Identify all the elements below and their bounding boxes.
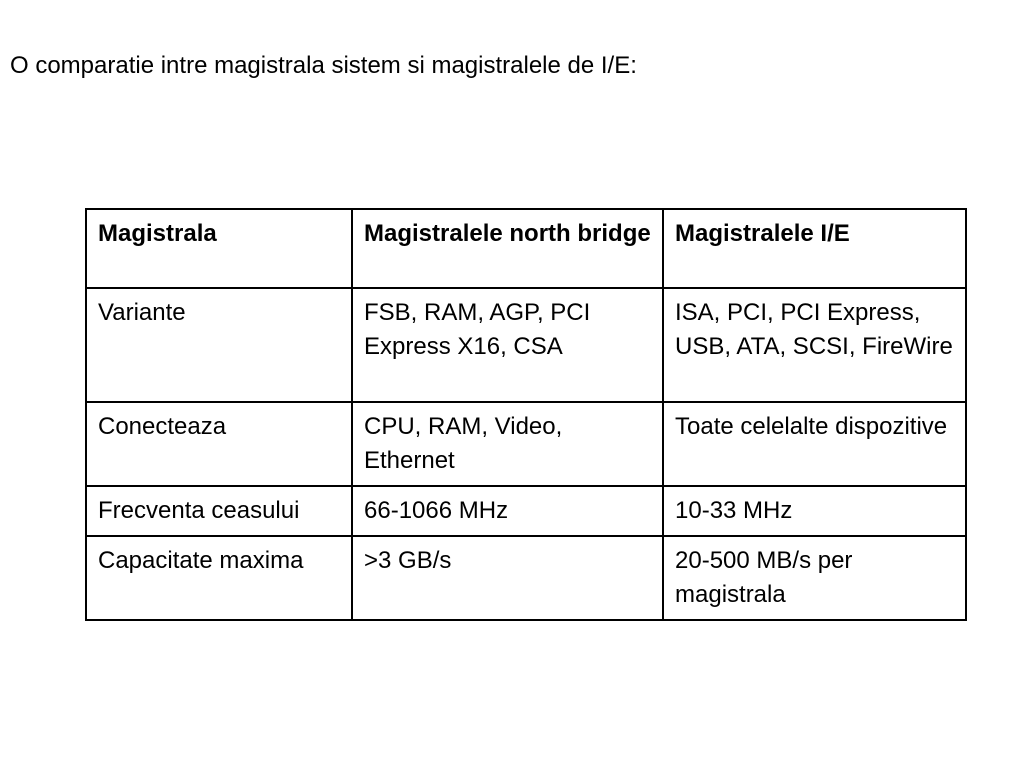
- table-row: [86, 402, 966, 486]
- column-header: Magistrala: [86, 209, 352, 288]
- column-header: Magistralele north bridge: [352, 209, 663, 288]
- table-row: [86, 486, 966, 536]
- table-cell: 66-1066 MHz: [352, 486, 663, 536]
- table-row: [86, 536, 966, 620]
- table-cell: FSB, RAM, AGP, PCI Express X16, CSA: [352, 288, 663, 402]
- row-label: Conecteaza: [86, 402, 352, 486]
- table-row: [86, 288, 966, 402]
- table-cell: Toate celelalte dispozitive: [663, 402, 966, 486]
- table-cell: ISA, PCI, PCI Express, USB, ATA, SCSI, FireWire: [663, 288, 966, 402]
- table-header-row: [86, 209, 966, 288]
- row-label: Capacitate maxima: [86, 536, 352, 620]
- comparison-table: [85, 208, 967, 621]
- table-cell: 10-33 MHz: [663, 486, 966, 536]
- row-label: Variante: [86, 288, 352, 402]
- row-label: Frecventa ceasului: [86, 486, 352, 536]
- slide-title: O comparatie intre magistrala sistem si magistralele de I/E:: [10, 52, 637, 79]
- table-cell: 20-500 MB/s per magistrala: [663, 536, 966, 620]
- table-cell: >3 GB/s: [352, 536, 663, 620]
- table-cell: CPU, RAM, Video, Ethernet: [352, 402, 663, 486]
- column-header: Magistralele I/E: [663, 209, 966, 288]
